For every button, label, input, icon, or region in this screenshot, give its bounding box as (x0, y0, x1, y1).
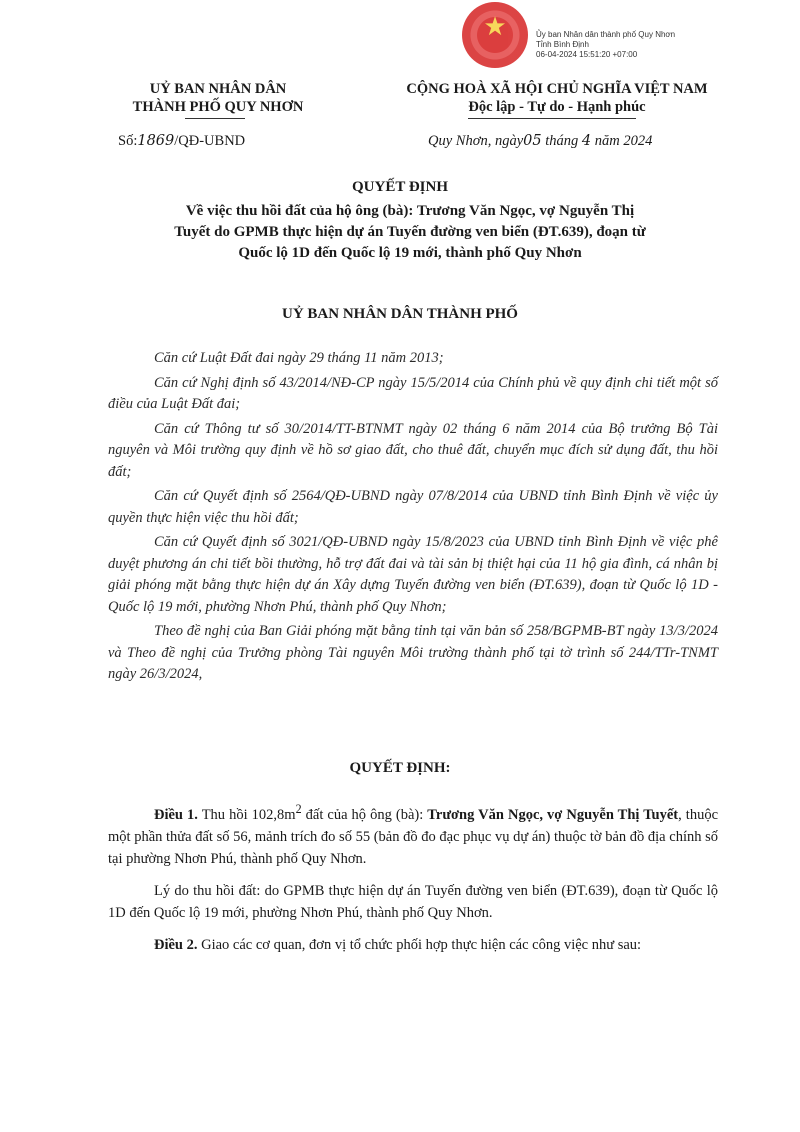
digital-signature-info: Ủy ban Nhân dân thành phố Quy Nhơn Tỉnh Bình Định 06-04-2024 15:51:20 +07:00 (536, 30, 676, 59)
motto-divider (468, 118, 636, 119)
issuing-organization (88, 80, 348, 116)
nation-line-2: Độc lập - Tự do - Hạnh phúc (468, 99, 646, 115)
basis-item: Căn cứ Nghị định số 43/2014/NĐ-CP ngày 15/5/2014 của Chính phủ về quy định chi tiết một số điều của Luật Đất đai; (108, 374, 718, 412)
handwritten-day: 05 (523, 133, 542, 149)
reason-paragraph: Lý do thu hồi đất: do GPMB thực hiện dự án Tuyến đường ven biển (ĐT.639), đoạn từ Quốc lộ 1D đến Quốc lộ 19 mới, phường Nhơn Phú, thành phố Quy Nhơn. (108, 882, 718, 921)
org-divider (185, 118, 245, 119)
articles (108, 798, 718, 966)
national-motto (352, 80, 762, 116)
article-2: Điều 2. Giao các cơ quan, đơn vị tổ chức phối hợp thực hiện các công việc như sau: (154, 936, 642, 953)
document-number: Số:1869/QĐ-UBND (118, 133, 246, 149)
org-line-2: THÀNH PHỐ QUY NHƠN (132, 99, 304, 115)
handwritten-month: 4 (581, 133, 592, 149)
article-1: Điều 1. Thu hồi $102,8m^2$ đất của hộ ông (bà): Trương Văn Ngọc, vợ Nguyễn Thị Tuyết, thuộc một phần thửa đất số 56, mảnh trích đo số 55 (bản đồ đo đạc phục vụ dự án) thuộc tờ bản đồ địa chính số tại phường Nhơn Phú, thành phố Quy Nhơn. (108, 802, 719, 867)
handwritten-number: 1869 (137, 133, 175, 149)
basis-item: Căn cứ Quyết định số 2564/QĐ-UBND ngày 07/8/2014 của UBND tỉnh Bình Định về việc ủy quyền thực hiện việc thu hồi đất; (108, 488, 718, 526)
date-location: Quy Nhơn, ngày05 tháng 4 năm 2024 (428, 133, 653, 149)
document-subject: Về việc thu hồi đất của hộ ông (bà): Trương Văn Ngọc, vợ Nguyễn Thị Tuyết do GPMB thực hiện dự án Tuyến đường ven biển (ĐT.639), đoạn từ Quốc lộ 1D đến Quốc lộ 19 mới, thành phố Quy Nhơn (174, 203, 646, 261)
basis-item: Căn cứ Quyết định số 3021/QĐ-UBND ngày 15/8/2023 của UBND tỉnh Bình Định về việc phê duyệt phương án chi tiết bồi thường, hỗ trợ đất đai và tài sản bị thiệt hại của 11 hộ gia đình, cá nhân bị giải phóng mặt bằng thực hiện dự án Xây dựng Tuyến đường ven biển (ĐT.639), đoạn từ Quốc lộ 1D - Quốc lộ 19 mới, phường Nhơn Phú, thành phố Quy Nhơn; (108, 534, 718, 615)
household-name: Trương Văn Ngọc, vợ Nguyễn Thị Tuyết (427, 806, 679, 823)
legal-basis (108, 348, 718, 689)
org-line-1: UỶ BAN NHÂN DÂN (149, 81, 287, 97)
basis-item: Căn cứ Luật Đất đai ngày 29 tháng 11 năm 2013; (154, 350, 444, 366)
basis-item: Theo đề nghị của Ban Giải phóng mặt bằng tỉnh tại văn bản số 258/BGPMB-BT ngày 13/3/2024 và Theo đề nghị của Trưởng phòng Tài nguyên Môi trường thành phố tại tờ trình số 244/TTr-TNMT ngày 26/3/2024, (108, 623, 718, 682)
nation-line-1: CỘNG HOÀ XÃ HỘI CHỦ NGHĨA VIỆT NAM (406, 81, 708, 97)
council-heading: UỶ BAN NHÂN DÂN THÀNH PHỐ (282, 306, 518, 322)
document-title: QUYẾT ĐỊNH (352, 179, 448, 195)
star-icon: ★ (483, 12, 507, 41)
decision-heading: QUYẾT ĐỊNH: (349, 760, 451, 776)
basis-item: Căn cứ Thông tư số 30/2014/TT-BTNMT ngày 02 tháng 6 năm 2014 của Bộ trưởng Bộ Tài nguyên và Môi trường quy định về hồ sơ giao đất, cho thuê đất, chuyển mục đích sử dụng đất, thu hồi đất; (108, 420, 718, 480)
official-seal (462, 2, 528, 68)
